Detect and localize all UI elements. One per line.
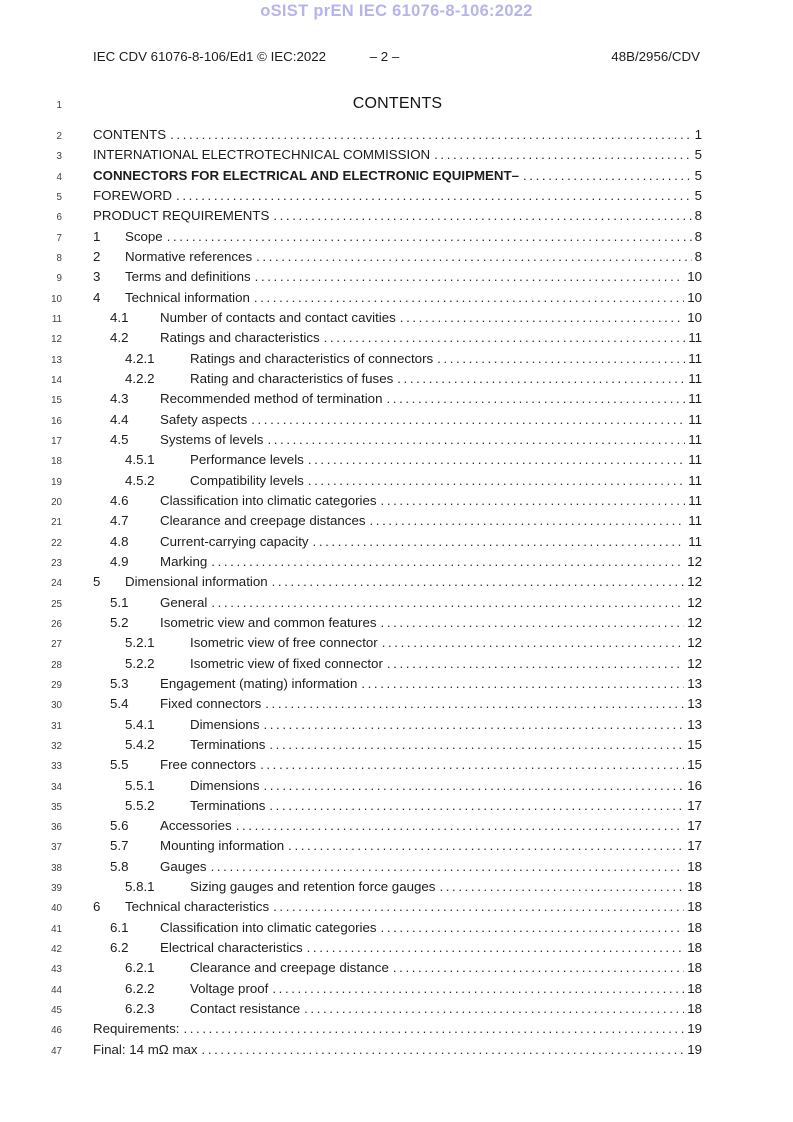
toc-entry-page: 8: [694, 208, 702, 224]
toc-entry-title: PRODUCT REQUIREMENTS: [93, 208, 270, 224]
dot-leader: [381, 918, 685, 938]
line-number: 10: [51, 293, 62, 305]
toc-entry-title: Scope: [125, 228, 163, 244]
toc-entry-number: 5.7: [110, 838, 129, 854]
draft-standard-watermark: oSIST prEN IEC 61076-8-106:2022: [260, 2, 533, 20]
line-number: 14: [51, 374, 62, 386]
toc-entry-title: Terminations: [190, 736, 266, 752]
dot-leader: [387, 654, 684, 674]
toc-entry-page: 12: [687, 574, 702, 590]
toc-entry-number: 5.2.1: [125, 635, 155, 651]
toc-entry-number: 5.4: [110, 696, 129, 712]
toc-entry: [45, 186, 702, 206]
toc-entry-title: FOREWORD: [93, 187, 173, 203]
toc-entry-title: Compatibility levels: [190, 472, 304, 488]
dot-leader: [202, 1040, 685, 1060]
toc-entry-number: 4.9: [110, 553, 129, 569]
toc-entry: [45, 349, 702, 369]
dot-leader: [263, 776, 684, 796]
line-number: 29: [51, 679, 62, 691]
line-number: 13: [51, 354, 62, 366]
toc-entry-page: 5: [694, 187, 702, 203]
toc-entry: [45, 654, 702, 674]
toc-entry: [45, 938, 702, 958]
dot-leader: [273, 206, 691, 226]
line-number: 17: [51, 435, 62, 447]
toc-entry-title: Mounting information: [160, 838, 285, 854]
toc-entry: [45, 593, 702, 613]
line-number: 34: [51, 781, 62, 793]
toc-entry-page: 11: [688, 431, 702, 447]
toc-entry-page: 12: [687, 655, 702, 671]
line-number: 44: [51, 984, 62, 996]
dot-leader: [381, 491, 686, 511]
line-number: 45: [51, 1005, 62, 1017]
line-number: 27: [51, 639, 62, 651]
toc-entry-page: 11: [688, 533, 702, 549]
toc-entry-number: 6: [93, 899, 101, 915]
toc-entry-page: 11: [688, 350, 702, 366]
toc-entry-number: 4.5.1: [125, 452, 155, 468]
toc-entry-number: 4.2: [110, 330, 129, 346]
dot-leader: [269, 735, 684, 755]
toc-entry: [45, 410, 702, 430]
toc-entry-page: 11: [688, 411, 702, 427]
line-number: 39: [51, 883, 62, 895]
toc-entry: [45, 450, 702, 470]
toc-entry: [45, 247, 702, 267]
toc-entry: [45, 1019, 702, 1039]
line-number: 2: [56, 131, 62, 142]
line-number: 42: [51, 944, 62, 956]
toc-entry-number: 6.2.2: [125, 980, 155, 996]
toc-entry-title: Recommended method of termination: [160, 391, 383, 407]
dot-leader: [265, 694, 684, 714]
line-number: 41: [51, 923, 62, 935]
toc-entry: [45, 572, 702, 592]
dot-leader: [439, 877, 684, 897]
line-number: 15: [51, 395, 62, 407]
toc-entry-page: 11: [688, 330, 702, 346]
toc-entry-number: 4.3: [110, 391, 129, 407]
toc-entry-number: 6.1: [110, 919, 129, 935]
toc-entry-number: 5.5.2: [125, 797, 155, 813]
toc-entry-title: Free connectors: [160, 757, 257, 773]
toc-entry: [45, 796, 702, 816]
toc-entry-title: Clearance and creepage distances: [160, 513, 366, 529]
toc-entry: [45, 633, 702, 653]
toc-entry-page: 18: [687, 960, 702, 976]
toc-entry-number: 1: [93, 228, 101, 244]
toc-entry-title: Technical information: [125, 289, 250, 305]
dot-leader: [170, 125, 691, 145]
toc-entry: [45, 897, 702, 917]
toc-entry-page: 17: [687, 838, 702, 854]
line-number: 32: [51, 740, 62, 752]
page-header: [93, 49, 700, 64]
dot-leader: [381, 613, 685, 633]
toc-entry-number: 4.2.1: [125, 350, 155, 366]
toc-entry-title: Terminations: [190, 797, 266, 813]
line-number: 8: [56, 252, 62, 264]
toc-entry-number: 4.2.2: [125, 370, 155, 386]
toc-entry: [45, 776, 702, 796]
toc-entry-title: Performance levels: [190, 452, 304, 468]
line-number: 19: [51, 476, 62, 488]
toc-entry-number: 4.4: [110, 411, 129, 427]
toc-entry: [45, 918, 702, 938]
line-number: 26: [51, 618, 62, 630]
toc-entry-number: 2: [93, 248, 101, 264]
toc-entry-title: Isometric view of free connector: [190, 635, 378, 651]
toc-entry-title: Ratings and characteristics of connectors: [190, 350, 434, 366]
line-number: 16: [51, 415, 62, 427]
toc-entry-title: Classification into climatic categories: [160, 492, 377, 508]
toc-entry-number: 5.6: [110, 818, 129, 834]
toc-entry-title: CONNECTORS FOR ELECTRICAL AND ELECTRONIC EQUIPMENT–: [93, 167, 520, 183]
toc-entry-title: Dimensions: [190, 716, 260, 732]
dot-leader: [211, 593, 684, 613]
toc-entry-title: Voltage proof: [190, 980, 269, 996]
line-number: 6: [56, 212, 62, 224]
dot-leader: [267, 430, 685, 450]
dot-leader: [255, 267, 685, 287]
toc-entry: [45, 816, 702, 836]
toc-entry-number: 5.8: [110, 858, 129, 874]
toc-entry-page: 11: [688, 391, 702, 407]
header-document-reference: IEC CDV 61076-8-106/Ed1 © IEC:2022: [93, 49, 327, 64]
toc-entry: [45, 836, 702, 856]
dot-leader: [288, 836, 684, 856]
toc-entry-title: Engagement (mating) information: [160, 675, 358, 691]
toc-entry: [45, 1040, 702, 1060]
toc-entry-number: 4.5: [110, 431, 129, 447]
dot-leader: [393, 958, 684, 978]
toc-entry-title: Final: 14 mΩ max: [93, 1041, 198, 1057]
toc-entry-title: Rating and characteristics of fuses: [190, 370, 394, 386]
line-number: 33: [51, 761, 62, 773]
toc-entry-title: Systems of levels: [160, 431, 264, 447]
toc-entry-page: 18: [687, 858, 702, 874]
toc-entry: [45, 389, 702, 409]
toc-entry-page: 12: [687, 594, 702, 610]
toc-entry-number: 5.5: [110, 757, 129, 773]
line-number: 3: [56, 151, 62, 163]
line-number: 43: [51, 964, 62, 976]
dot-leader: [304, 999, 684, 1019]
line-number: 23: [51, 557, 62, 569]
toc-entry-number: 5.5.1: [125, 777, 155, 793]
toc-entry: [45, 674, 702, 694]
toc-entry: [45, 206, 702, 226]
toc-entry-page: 12: [687, 553, 702, 569]
toc-entry: [45, 267, 702, 287]
toc-entry-page: 17: [687, 797, 702, 813]
toc-entry: [45, 145, 702, 165]
toc-entry-title: INTERNATIONAL ELECTROTECHNICAL COMMISSION: [93, 147, 431, 163]
toc-entry-number: 5.3: [110, 675, 129, 691]
dot-leader: [263, 715, 684, 735]
toc-entry-number: 4.6: [110, 492, 129, 508]
toc-entry-page: 19: [687, 1021, 702, 1037]
toc-entry-number: 4.7: [110, 513, 129, 529]
toc-entry-number: 3: [93, 269, 101, 285]
toc-entry-page: 18: [687, 899, 702, 915]
dot-leader: [434, 145, 691, 165]
dot-leader: [167, 227, 692, 247]
toc-entry-title: Dimensions: [190, 777, 260, 793]
toc-entry: [45, 308, 702, 328]
toc-entry-page: 11: [688, 472, 702, 488]
dot-leader: [400, 308, 684, 328]
dot-leader: [324, 328, 686, 348]
line-number: 24: [51, 578, 62, 590]
toc-entry-number: 5.2.2: [125, 655, 155, 671]
toc-entry-title: Electrical characteristics: [160, 940, 303, 956]
toc-entry: [45, 755, 702, 775]
toc-entry-page: 8: [694, 228, 702, 244]
toc-entry-page: 5: [694, 167, 702, 183]
toc-entry: [45, 471, 702, 491]
dot-leader: [397, 369, 685, 389]
toc-entry-title: General: [160, 594, 208, 610]
toc-entry-page: 13: [687, 716, 702, 732]
toc-entry: [45, 958, 702, 978]
toc-entry-page: 11: [688, 492, 702, 508]
line-number: 7: [56, 232, 62, 244]
toc-entry-page: 1: [694, 127, 702, 142]
line-number: 21: [51, 517, 62, 529]
toc-entry: [45, 511, 702, 531]
toc-entry-page: 10: [687, 289, 702, 305]
dot-leader: [308, 450, 685, 470]
toc-entry-page: 8: [694, 248, 702, 264]
toc-entry-number: 4.8: [110, 533, 129, 549]
toc-entry: [45, 979, 702, 999]
dot-leader: [236, 816, 685, 836]
toc-entry: [45, 613, 702, 633]
line-number: 30: [51, 700, 62, 712]
toc-entry-page: 18: [687, 940, 702, 956]
line-number: 35: [51, 801, 62, 813]
line-number: 5: [56, 191, 62, 203]
dot-leader: [211, 552, 684, 572]
toc-entry-title: Gauges: [160, 858, 207, 874]
toc-entry-title: Dimensional information: [125, 574, 268, 590]
toc-entry-page: 11: [688, 370, 702, 386]
toc-entry-title: Fixed connectors: [160, 696, 262, 712]
toc-entry-page: 18: [687, 980, 702, 996]
dot-leader: [256, 247, 691, 267]
toc-entry: [45, 430, 702, 450]
line-number: 1: [56, 100, 62, 111]
toc-entry-title: Normative references: [125, 248, 253, 264]
dot-leader: [361, 674, 684, 694]
toc-entry: [45, 715, 702, 735]
toc-entry: [45, 735, 702, 755]
header-page-number: – 2 –: [369, 49, 400, 64]
contents-title: CONTENTS: [352, 95, 443, 112]
dot-leader: [272, 979, 684, 999]
line-number: 28: [51, 659, 62, 671]
toc-entry-number: 5.2: [110, 614, 129, 630]
toc-entry-number: 5: [93, 574, 101, 590]
dot-leader: [272, 572, 685, 592]
dot-leader: [254, 288, 684, 308]
line-number: 12: [51, 334, 62, 346]
toc-entry-page: 10: [687, 269, 702, 285]
dot-leader: [211, 857, 685, 877]
toc-entry-number: 6.2.1: [125, 960, 155, 976]
dot-leader: [386, 389, 685, 409]
toc-entry-title: Technical characteristics: [125, 899, 270, 915]
dot-leader: [251, 410, 685, 430]
toc-entry-title: Isometric view of fixed connector: [190, 655, 383, 671]
table-of-contents: [45, 93, 702, 1060]
toc-entry-title: CONTENTS: [93, 127, 167, 142]
toc-entry: [45, 125, 702, 145]
toc-entry-number: 5.4.2: [125, 736, 155, 752]
toc-entry: [45, 999, 702, 1019]
toc-entry-title: Sizing gauges and retention force gauges: [190, 879, 436, 895]
dot-leader: [260, 755, 684, 775]
toc-entry-number: 5.4.1: [125, 716, 155, 732]
toc-entry-page: 10: [687, 309, 702, 325]
toc-entry: [45, 369, 702, 389]
toc-entry-page: 11: [688, 513, 702, 529]
toc-entry-page: 18: [687, 879, 702, 895]
line-number: 47: [51, 1045, 62, 1057]
toc-entry-title: Classification into climatic categories: [160, 919, 377, 935]
toc-entry: [45, 328, 702, 348]
toc-entry: [45, 552, 702, 572]
toc-entry: [45, 227, 702, 247]
toc-entry-page: 11: [688, 452, 702, 468]
toc-entry-title: Isometric view and common features: [160, 614, 377, 630]
toc-entry-number: 4.1: [110, 309, 129, 325]
line-number: 9: [56, 273, 62, 285]
toc-entry-page: 12: [687, 614, 702, 630]
header-committee-reference: 48B/2956/CDV: [611, 49, 700, 64]
dot-leader: [176, 186, 692, 206]
toc-entry-page: 16: [687, 777, 702, 793]
toc-entry-title: Marking: [160, 553, 208, 569]
toc-entry-title: Terms and definitions: [125, 269, 251, 285]
toc-entry-page: 19: [687, 1041, 702, 1057]
toc-entry-page: 18: [687, 1001, 702, 1017]
line-number: 18: [51, 456, 62, 468]
toc-entry: [45, 532, 702, 552]
toc-entry: [45, 166, 702, 186]
dot-leader: [183, 1019, 684, 1039]
dot-leader: [307, 938, 685, 958]
dot-leader: [273, 897, 684, 917]
dot-leader: [523, 166, 692, 186]
toc-entry-title: Ratings and characteristics: [160, 330, 320, 346]
dot-leader: [437, 349, 685, 369]
toc-entry-title: Safety aspects: [160, 411, 248, 427]
dot-leader: [308, 471, 685, 491]
toc-entry: [45, 288, 702, 308]
line-number: 25: [51, 598, 62, 610]
dot-leader: [313, 532, 686, 552]
line-number: 4: [56, 171, 62, 183]
line-number: 46: [51, 1025, 62, 1037]
toc-entry: [45, 694, 702, 714]
line-number: 31: [51, 720, 62, 732]
line-number: 20: [51, 496, 62, 508]
dot-leader: [382, 633, 684, 653]
toc-entry: [45, 857, 702, 877]
toc-entry-page: 13: [687, 675, 702, 691]
toc-entry-number: 4.5.2: [125, 472, 155, 488]
toc-entry-title: Clearance and creepage distance: [190, 960, 389, 976]
contents-heading-row: [45, 93, 702, 115]
toc-entry-page: 15: [687, 736, 702, 752]
toc-entry-title: Accessories: [160, 818, 232, 834]
toc-entry-title: Number of contacts and contact cavities: [160, 309, 396, 325]
toc-entry-page: 17: [687, 818, 702, 834]
line-number: 11: [51, 313, 62, 325]
line-number: 22: [51, 537, 62, 549]
toc-entry: [45, 491, 702, 511]
toc-entry-number: 5.8.1: [125, 879, 155, 895]
toc-entry-number: 6.2: [110, 940, 129, 956]
toc-entry: [45, 877, 702, 897]
line-number: 40: [51, 903, 62, 915]
toc-entry-number: 4: [93, 289, 101, 305]
line-number: 38: [51, 862, 62, 874]
dot-leader: [269, 796, 684, 816]
toc-entry-title: Requirements:: [93, 1021, 180, 1037]
toc-entry-page: 13: [687, 696, 702, 712]
toc-entry-number: 5.1: [110, 594, 129, 610]
toc-entry-page: 18: [687, 919, 702, 935]
toc-entry-page: 15: [687, 757, 702, 773]
toc-entry-number: 6.2.3: [125, 1001, 155, 1017]
toc-entry-page: 5: [694, 147, 702, 163]
toc-entry-title: Current-carrying capacity: [160, 533, 309, 549]
line-number: 37: [51, 842, 62, 854]
line-number: 36: [51, 822, 62, 834]
toc-entry-title: Contact resistance: [190, 1001, 301, 1017]
toc-entry-page: 12: [687, 635, 702, 651]
dot-leader: [370, 511, 686, 531]
